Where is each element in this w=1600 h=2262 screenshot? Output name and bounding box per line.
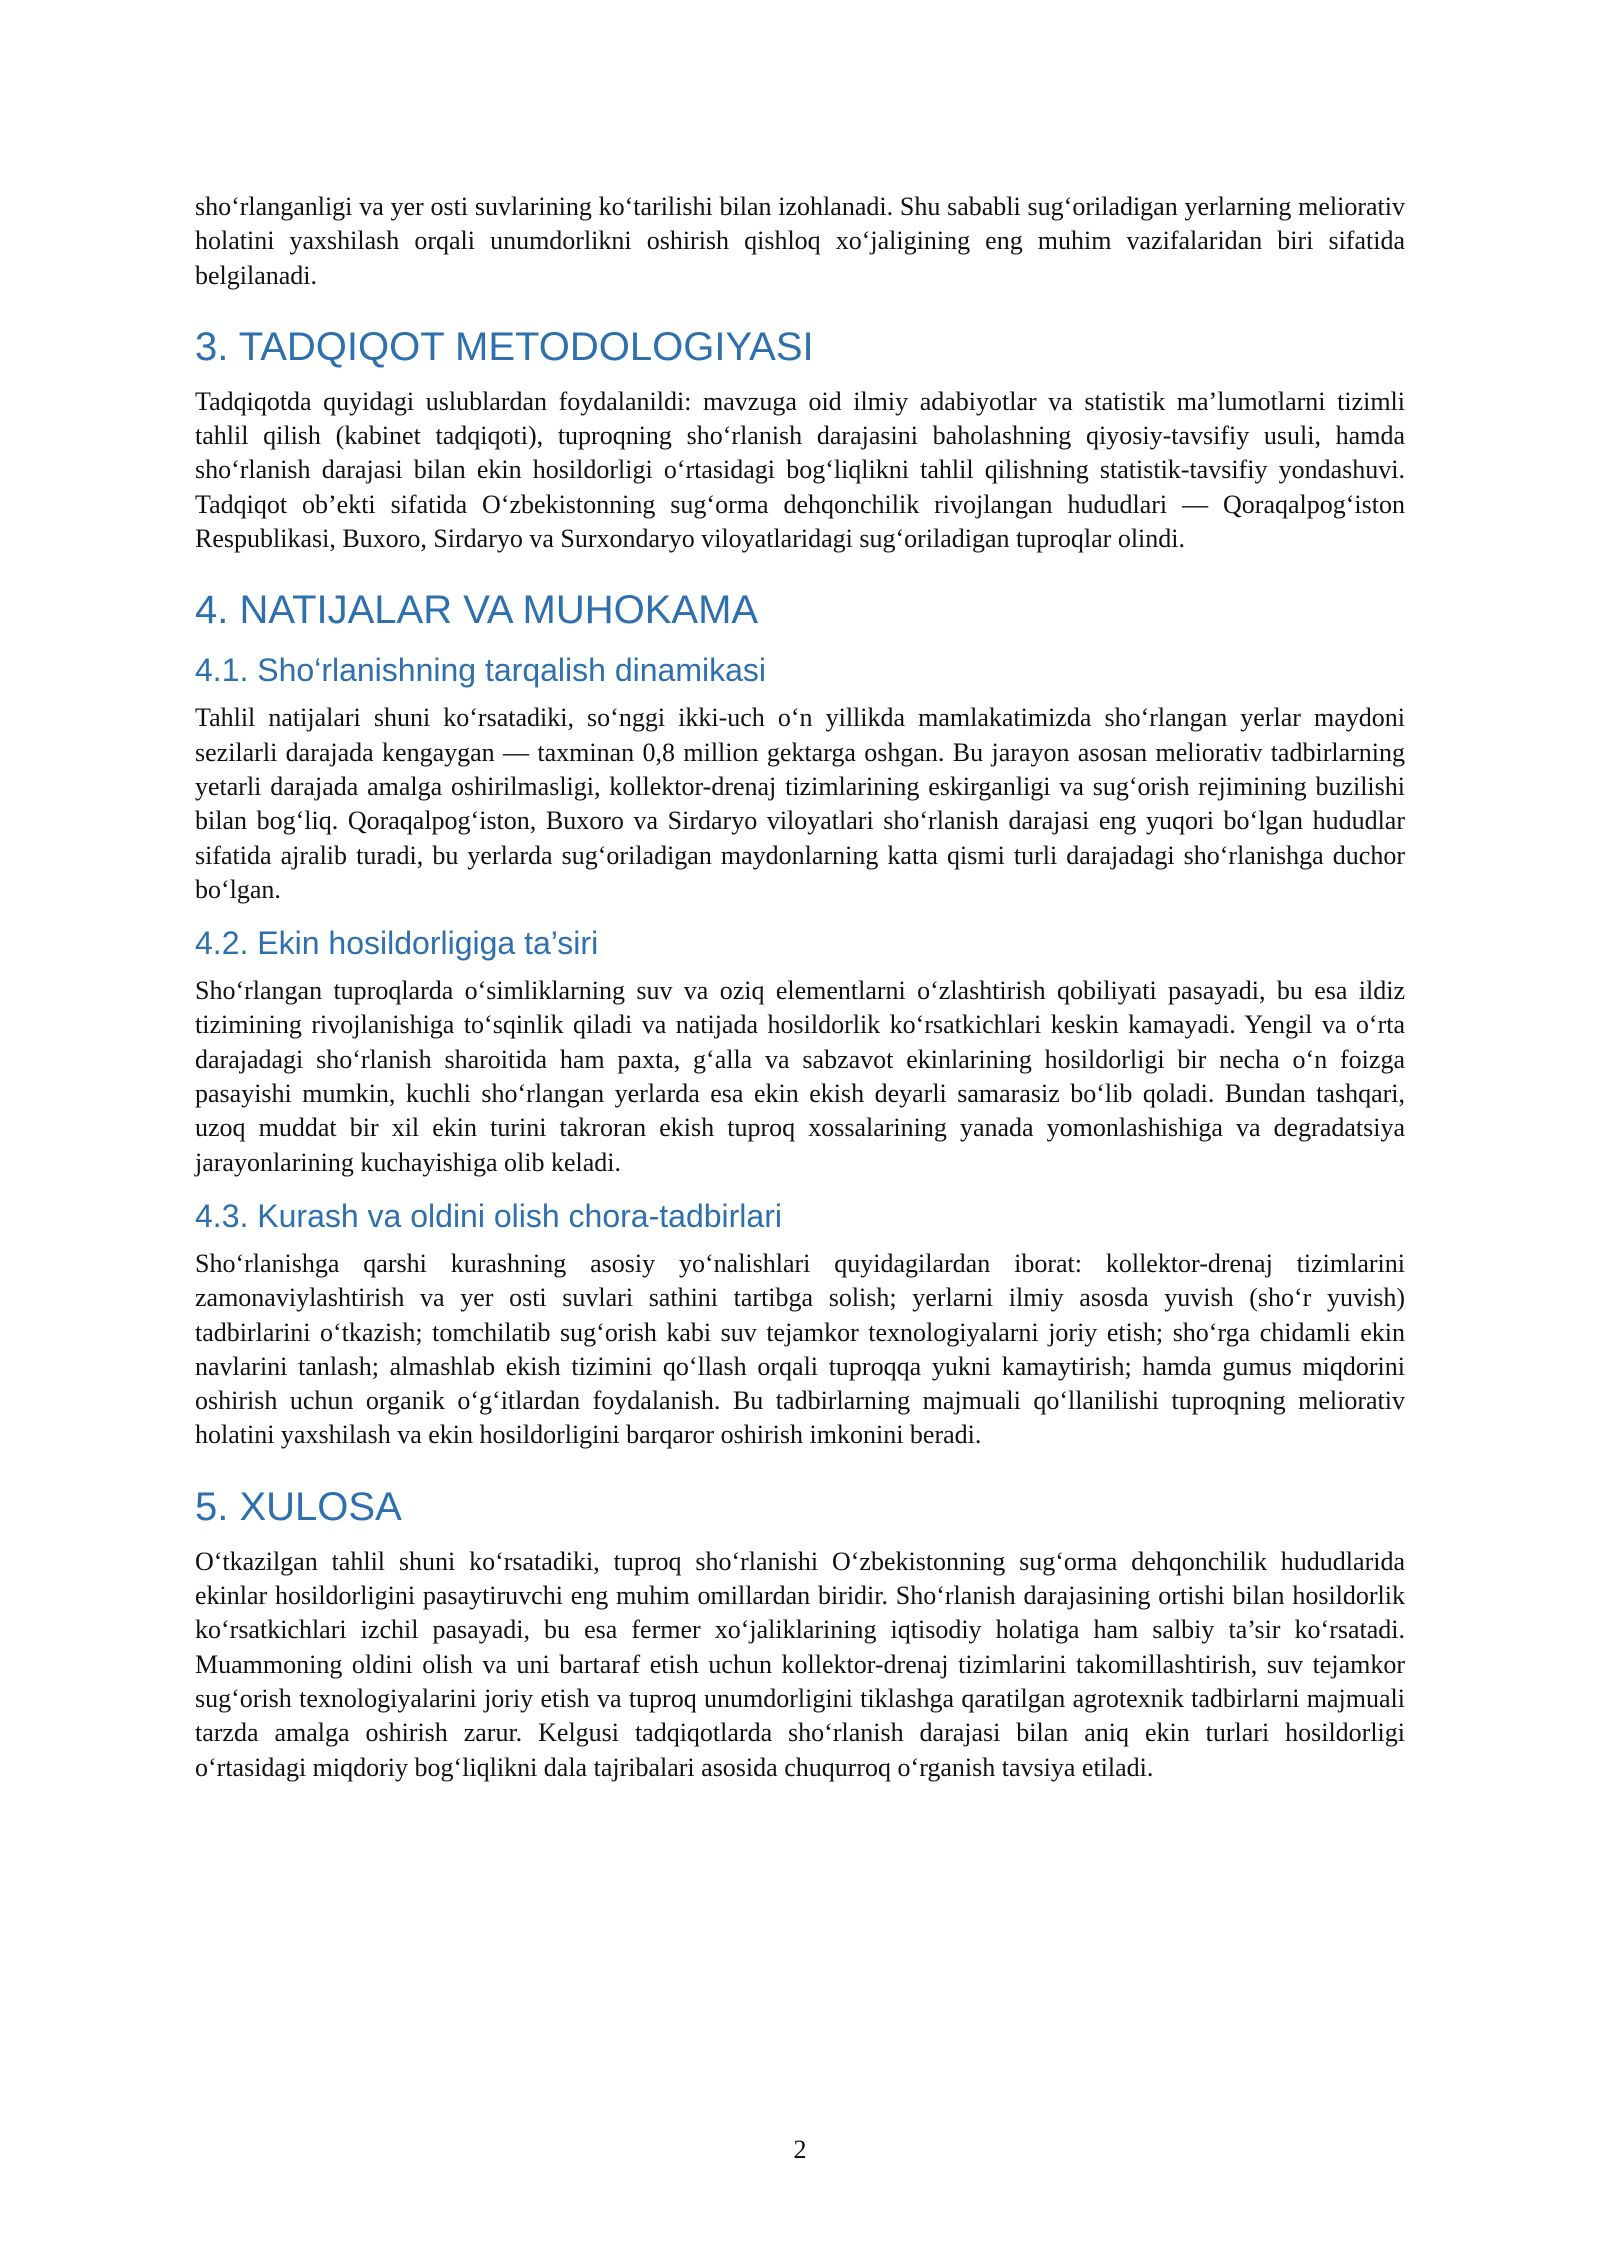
page-number: 2	[793, 2135, 807, 2164]
section-heading-conclusion: 5. XULOSA	[195, 1484, 402, 1529]
section-heading-methodology: 3. TADQIQOT METODOLOGIYASI	[195, 324, 814, 369]
intro-paragraph: sho‘rlanganligi va yer osti suvlarining ko‘tarilishi bilan izohlanadi. Shu sababli sug‘oriladigan yerlarning meliorativ holatini yaxshilash orqali unumdorlikni oshirish qishloq xo‘jaligining eng muhim vazifalaridan biri sifatida belgilanadi.	[195, 192, 1405, 290]
conclusion-paragraph: O‘tkazilgan tahlil shuni ko‘rsatadiki, tuproq sho‘rlanishi O‘zbekistonning sug‘orma dehqonchilik hududlarida ekinlar hosildorligini pasaytiruvchi eng muhim omillardan biridir. Sho‘rlanish darajasining ortishi bilan hosildorlik ko‘rsatkichlari izchil pasayadi, bu esa fermer xo‘jaliklarining iqtisodiy holatiga ham salbiy ta’sir ko‘rsatadi. Muammoning oldini olish va uni bartaraf etish uchun kollektor-drenaj tizimlarini takomillashtirish, suv tejamkor sug‘orish texnologiyalarini joriy etish va tuproq unumdorligini tiklashga qaratilgan agrotexnik tadbirlarni majmuali tarzda amalga oshirish zarur. Kelgusi tadqiqotlarda sho‘rlanish darajasi bilan aniq ekin turlari hosildorligi o‘rtasidagi miqdoriy bog‘liqlikni dala tajribalari asosida chuqurroq o‘rganish tavsiya etiladi.	[195, 1546, 1405, 1782]
dynamics-paragraph: Tahlil natijalari shuni ko‘rsatadiki, so‘nggi ikki-uch o‘n yillikda mamlakatimizda sho‘rlangan yerlar maydoni sezilarli darajada kengaygan — taxminan 0,8 million gektarga oshgan. Bu jarayon asosan meliorativ tadbirlarning yetarli darajada amalga oshirilmasligi, kollektor-drenaj tizimlarining eskirganligi va sug‘orish rejimining buzilishi bilan bog‘liq. Qoraqalpog‘iston, Buxoro va Sirdaryo viloyatlari sho‘rlanish darajasi eng yuqori bo‘lgan hududlar sifatida ajralib turadi, bu yerlarda sug‘oriladigan maydonlarning katta qismi turli darajadagi sho‘rlanishga duchor bo‘lgan.	[195, 703, 1405, 904]
subsection-heading-dynamics: 4.1. Sho‘rlanishning tarqalish dinamikasi	[195, 652, 766, 689]
methodology-paragraph: Tadqiqotda quyidagi uslublardan foydalanildi: mavzuga oid ilmiy adabiyotlar va statistik ma’lumotlarni tizimli tahlil qilish (kabinet tadqiqoti), tuproqning sho‘rlanish darajasini baholashning qiyosiy-tavsifiy usuli, hamda sho‘rlanish darajasi bilan ekin hosildorligi o‘rtasidagi bog‘liqlikni tahlil qilishning statistik-tavsifiy yondashuvi. Tadqiqot ob’ekti sifatida O‘zbekistonning sug‘orma dehqonchilik rivojlangan hududlari — Qoraqalpog‘iston Respublikasi, Buxoro, Sirdaryo va Surxondaryo viloyatlaridagi sug‘oriladigan tuproqlar olindi.	[195, 386, 1405, 554]
yield-impact-paragraph: Sho‘rlangan tuproqlarda o‘simliklarning suv va oziq elementlarni o‘zlashtirish qobiliyati pasayadi, bu esa ildiz tizimining rivojlanishiga to‘sqinlik qiladi va natijada hosildorlik ko‘rsatkichlari keskin kamayadi. Yengil va o‘rta darajadagi sho‘rlanish sharoitida ham paxta, g‘alla va sabzavot ekinlarining hosildorligi bir necha o‘n foizga pasayishi mumkin, kuchli sho‘rlangan yerlarda esa ekin ekish deyarli samarasiz bo‘lib qoladi. Bundan tashqari, uzoq muddat bir xil ekin turini takroran ekish tuproq xossalarining yanada yomonlashishiga va degradatsiya jarayonlarining kuchayishiga olib keladi.	[195, 976, 1405, 1177]
prevention-paragraph: Sho‘rlanishga qarshi kurashning asosiy yo‘nalishlari quyidagilardan iborat: kollektor-drenaj tizimlarini zamonaviylashtirish va yer osti suvlari sathini tartibga solish; yerlarni ilmiy asosda yuvish (sho‘r yuvish) tadbirlarini o‘tkazish; tomchilatib sug‘orish kabi suv tejamkor texnologiyalarni joriy etish; sho‘rga chidamli ekin navlarini tanlash; almashlab ekish tizimini qo‘llash orqali tuproqqa yukni kamaytirish; hamda gumus miqdorini oshirish uchun organik o‘g‘itlardan foydalanish. Bu tadbirlarning majmuali qo‘llanilishi tuproqning meliorativ holatini yaxshilash va ekin hosildorligini barqaror oshirish imkonini beradi.	[195, 1248, 1405, 1450]
document-page	[195, 190, 1405, 1785]
section-heading-results: 4. NATIJALAR VA MUHOKAMA	[195, 588, 759, 633]
subsection-heading-yield-impact: 4.2. Ekin hosildorligiga ta’siri	[195, 925, 599, 962]
subsection-heading-prevention: 4.3. Kurash va oldini olish chora-tadbirlari	[195, 1197, 782, 1234]
